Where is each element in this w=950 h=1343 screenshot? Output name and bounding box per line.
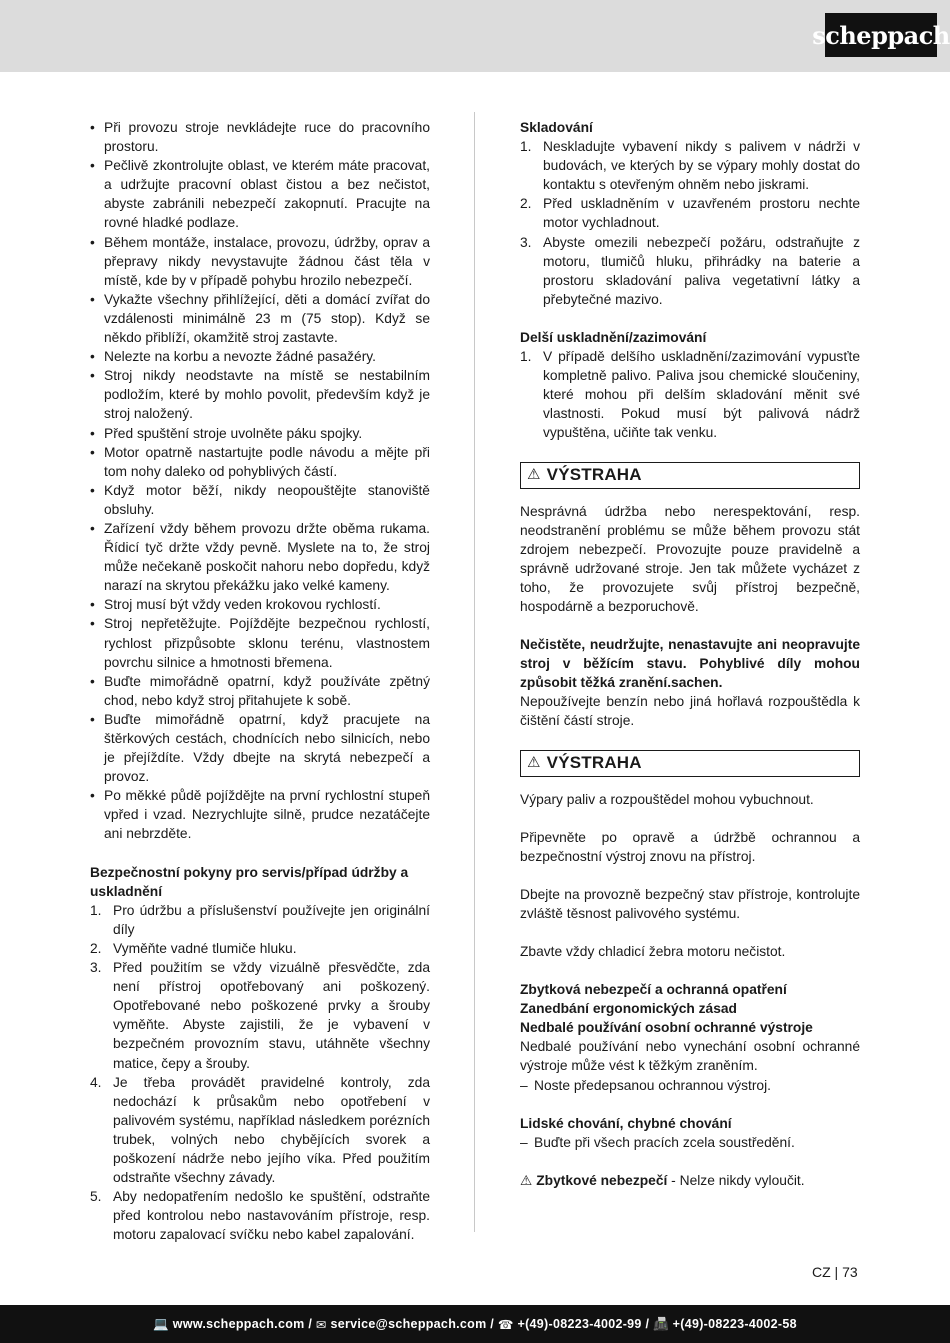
footer-fax: +(49)-08223-4002-58: [672, 1317, 797, 1331]
protection-text: Připevněte po opravě a údržbě ochrannou a bezpečnostní výstroj znovu na přístroj.: [520, 829, 860, 864]
list-item: • Zařízení vždy během provozu držte oběma rukama. Řídicí tyč držte vždy pevně. Myslete na to, že stroj může nečekaně poskočit nahoru nebo dopředu, když narazí na skrytou překážku jako velké kameny.: [90, 519, 430, 595]
list-item: • Motor opatrně nastartujte podle návodu a mějte při tom nohy daleko od pohyblivých částí.: [90, 443, 430, 481]
residual-heading: Zbytková nebezpečí a ochranná opatření: [520, 982, 787, 998]
mail-icon: ✉: [315, 1317, 331, 1332]
human-behaviour-heading: Lidské chování, chybné chování: [520, 1115, 732, 1131]
list-item: • Pečlivě zkontrolujte oblast, ve kterém máte pracovat, a udržujte pracovní oblast čistou a bez nečistot, abyste zabránili nebezpečí zakopnutí. Pracujte na rovné hladké podlaze.: [90, 156, 430, 232]
solvent-text: Nepoužívejte benzín nebo jiná hořlavá rozpouštědla k čištění částí stroje.: [520, 694, 860, 729]
storage-list: [520, 137, 860, 309]
service-list: [90, 901, 430, 1245]
monitor-icon: 💻: [153, 1316, 173, 1331]
right-column: [520, 118, 860, 1190]
list-item: 1. V případě delšího uskladnění/zazimování vypusťte kompletně palivo. Paliva jsou chemické sloučeniny, které mohou při delším skladování měnit své vlastnosti. Pokud musí být palivová nádrž vypuštěna, učiňte tak venku.: [520, 349, 860, 441]
list-item: 3. Před použitím se vždy vizuálně přesvědčte, zda není přístroj opotřebovaný ani poškozený. Opotřebované nebo poškozené prvky a šrouby vyměňte. Abyste zajistili, že je vybavení v bezpečném provozním stavu, utáhněte všechny matice, čepy a šrouby.: [90, 960, 430, 1071]
list-item: • Když motor běží, nikdy neopouštějte stanoviště obsluhy.: [90, 481, 430, 519]
list-item: • Buďte mimořádně opatrní, když pracujete na štěrkových cestách, chodnících nebo silnicích, nebo je přejíždíte. Vždy dbejte na skrytá nebezpečí a provoz.: [90, 710, 430, 786]
list-item: 5. Aby nedopatřením nedošlo ke spuštění, odstraňte před kontrolou nebo nastavováním přístroje, resp. motoru zapalovací svíčku nebo kabel zapalování.: [90, 1189, 430, 1243]
list-item: • Během montáže, instalace, provozu, údržby, oprav a přepravy nikdy nevystavujte žádnou část těla v místě, kde by v případě pohybu hrozilo nebezpečí.: [90, 233, 430, 290]
list-item: • Stroj nikdy neodstavte na místě se nestabilním podložím, které by mohlo povolit, především když je stroj naložený.: [90, 366, 430, 423]
cooling-fins-text: Zbavte vždy chladicí žebra motoru nečistot.: [520, 944, 786, 959]
storage-heading: Skladování: [520, 120, 593, 135]
ppe-text: Nedbalé používání nebo vynechání osobní ochranné výstroje může vést k těžkým zraněním.: [520, 1039, 860, 1074]
human-dash-item: – Buďte při všech pracích zcela soustředění.: [520, 1133, 860, 1152]
footer-web: www.scheppach.com: [172, 1317, 305, 1331]
list-item: • Stroj musí být vždy veden krokovou rychlostí.: [90, 595, 430, 614]
list-item: 1. Neskladujte vybavení nikdy s palivem v nádrži v budovách, ve kterých by se výpary mohly dostat do kontaktu s otevřeným ohněm nebo jiskrami.: [520, 139, 860, 193]
page-number: CZ | 73: [812, 1264, 858, 1280]
vapour-warning-text: Výpary paliv a rozpouštědel mohou vybuchnout.: [520, 791, 814, 807]
list-item: 4. Je třeba provádět pravidelné kontroly, zda nedochází k průsakům nebo opotřebení v palivovém systému, například následkem porézních trubek, volných nebo chybějících svorek a poškození nádrže nebo jejího víka. Před použitím odstraňte všechny závady.: [90, 1074, 430, 1186]
safety-bullet-list: [90, 118, 430, 844]
footer-email: service@scheppach.com: [330, 1317, 487, 1331]
list-item: 2. Před uskladněním v uzavřeném prostoru nechte motor vychladnout.: [520, 196, 860, 231]
residual-danger-text: - Nelze nikdy vyloučit.: [667, 1172, 805, 1188]
residual-danger-line: [520, 1171, 860, 1190]
scheppach-logo: [812, 13, 950, 57]
page-footer: 💻 www.scheppach.com / ✉ service@scheppach.com / ☎ +(49)-08223-4002-99 / 📠 +(49)-08223-4002-58: [0, 1305, 950, 1343]
logo-text: scheppach: [812, 20, 950, 50]
warning-box: [520, 462, 860, 489]
ergonomics-heading: Zanedbání ergonomických zásad: [520, 1001, 737, 1017]
column-divider: [474, 112, 475, 1232]
list-item: • Vykažte všechny přihlížející, děti a domácí zvířat do vzdálenosti minimálně 23 m (75 stop). Když se někdo přiblíží, okamžitě stroj zastavte.: [90, 290, 430, 347]
phone-icon: ☎: [497, 1317, 518, 1332]
warning-triangle-icon: ⚠: [527, 754, 541, 772]
bold-warning-text: Nečistěte, neudržujte, nenastavujte ani neopravujte stroj v běžícím stavu. Pohyblivé díly mohou způsobit těžká zranění.sachen.: [520, 637, 860, 691]
list-item: • Při provozu stroje nevkládejte ruce do pracovního prostoru.: [90, 118, 430, 156]
warning-triangle-icon: ⚠: [527, 466, 541, 484]
warning-box: [520, 750, 860, 777]
ppe-dash-item: – Noste předepsanou ochrannou výstroj.: [520, 1076, 860, 1095]
list-item: • Nelezte na korbu a nevozte žádné pasažéry.: [90, 347, 430, 366]
page-header: [0, 0, 950, 72]
service-heading: Bezpečnostní pokyny pro servis/případ údržby a uskladnění: [90, 864, 409, 899]
warning-label: VÝSTRAHA: [546, 465, 642, 485]
residual-danger-label: Zbytkové nebezpečí: [536, 1172, 668, 1188]
list-item: 1. Pro údržbu a příslušenství používejte jen originální díly: [90, 902, 430, 937]
safe-state-text: Dbejte na provozně bezpečný stav přístroje, kontrolujte zvláště těsnost palivového systému.: [520, 886, 860, 921]
list-item: 2. Vyměňte vadné tlumiče hluku.: [90, 940, 297, 956]
ppe-heading: Nedbalé používání osobní ochranné výstroje: [520, 1020, 813, 1036]
footer-phone: +(49)-08223-4002-99: [517, 1317, 642, 1331]
warning-label: VÝSTRAHA: [546, 753, 642, 773]
list-item: • Stroj nepřetěžujte. Pojíždějte bezpečnou rychlostí, rychlost přizpůsobte sklonu terénu, vlastnostem povrchu silnice a hmotnosti břemena.: [90, 614, 430, 671]
warning-text: Nesprávná údržba nebo nerespektování, resp. neodstranění problému se může během provozu stát zdrojem nebezpečí. Provozujte pouze pravidelně a správně udržované stroje. Jen tak můžete vycházet z toho, že provozujete svůj přístroj bezpečně, hospodárně a bezporuchově.: [520, 503, 860, 614]
list-item: 3. Abyste omezili nebezpečí požáru, odstraňujte z motoru, tlumičů hluku, přihrádky na baterie a prostoru skladování paliva vegetativní látky a přebytečné mazivo.: [520, 234, 860, 307]
long-storage-heading: Delší uskladnění/zazimování: [520, 329, 707, 345]
list-item: • Buďte mimořádně opatrní, když používáte zpětný chod, nebo když stroj přitahujete k sobě.: [90, 672, 430, 710]
warning-triangle-icon: ⚠: [520, 1172, 533, 1188]
list-item: • Po měkké půdě pojíždějte na první rychlostní stupeň vpřed i vzad. Nezrychlujte silně, prudce nezatáčejte ani nebrzděte.: [90, 786, 430, 843]
left-column: [90, 118, 430, 1244]
fax-icon: 📠: [653, 1316, 673, 1331]
long-storage-list: [520, 347, 860, 442]
list-item: • Před spuštění stroje uvolněte páku spojky.: [90, 424, 430, 443]
